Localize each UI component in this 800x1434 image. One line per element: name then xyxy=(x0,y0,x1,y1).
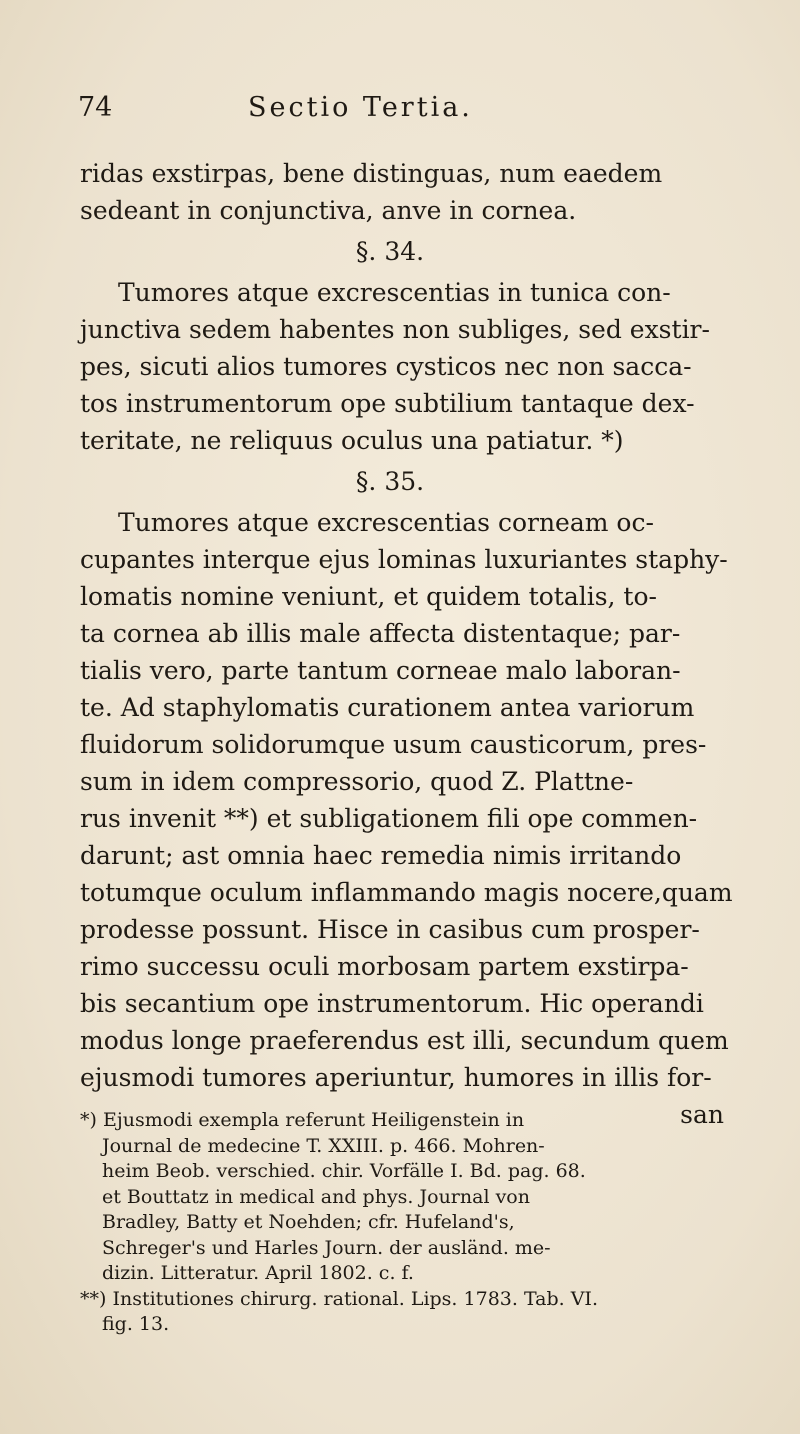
text-line: ta cornea ab illis male affecta distentaque; par- xyxy=(80,619,681,648)
text-line: darunt; ast omnia haec remedia nimis irritando xyxy=(80,841,682,870)
text-line: fluidorum solidorumque usum causticorum, pres- xyxy=(80,730,707,759)
catchword: san xyxy=(680,1100,724,1129)
text-line: prodesse possunt. Hisce in casibus cum prosper- xyxy=(80,915,700,944)
footnotes xyxy=(80,1108,730,1338)
text-line: tialis vero, parte tantum corneae malo laboran- xyxy=(80,656,681,685)
text-line: cupantes interque ejus lominas luxuriantes staphy- xyxy=(80,545,728,574)
text-line: Tumores atque excrescentias corneam oc- xyxy=(118,508,654,537)
text-line: tos instrumentorum ope subtilium tantaque dex- xyxy=(80,389,695,418)
footnote-line: *) Ejusmodi exempla referunt Heiligenstein in xyxy=(80,1109,525,1131)
text-line: modus longe praeferendus est illi, secundum quem xyxy=(80,1026,729,1055)
text-line: ridas exstirpas, bene distinguas, num eaedem xyxy=(80,159,663,188)
page-header xyxy=(78,92,718,132)
running-head: Sectio Tertia. xyxy=(248,92,473,123)
footnote-line: Journal de medecine T. XXIII. p. 466. Mohren- xyxy=(102,1134,545,1157)
page-number: 74 xyxy=(78,92,113,123)
section-heading: §. 34. xyxy=(355,237,425,266)
text-line: sedeant in conjunctiva, anve in cornea. xyxy=(80,196,577,225)
footnote-line: fig. 13. xyxy=(102,1313,170,1335)
text-line: pes, sicuti alios tumores cysticos nec non sacca- xyxy=(80,352,692,381)
text-line: te. Ad staphylomatis curationem antea variorum xyxy=(80,693,695,722)
footnote-line: Schreger's und Harles Journ. der ausländ. me- xyxy=(102,1236,551,1259)
text-line: bis secantium ope instrumentorum. Hic operandi xyxy=(80,989,704,1018)
text-line: rus invenit **) et subligationem fili ope commen- xyxy=(80,804,698,833)
text-line: ejusmodi tumores aperiuntur, humores in illis for- xyxy=(80,1063,712,1092)
footnote-line: **) Institutiones chirurg. rational. Lips. 1783. Tab. VI. xyxy=(80,1287,598,1310)
text-line: sum in idem compressorio, quod Z. Plattne- xyxy=(80,767,634,796)
text-line: lomatis nomine veniunt, et quidem totalis, to- xyxy=(80,582,657,611)
text-line: rimo successu oculi morbosam partem exstirpa- xyxy=(80,952,689,981)
footnote-line: dizin. Litteratur. April 1802. c. f. xyxy=(102,1262,414,1284)
footnote-line: heim Beob. verschied. chir. Vorfälle I. Bd. pag. 68. xyxy=(102,1160,586,1182)
text-line: Tumores atque excrescentias in tunica con- xyxy=(118,278,671,307)
text-line: teritate, ne reliquus oculus una patiatur. *) xyxy=(80,426,624,455)
text-line: junctiva sedem habentes non subliges, sed exstir- xyxy=(80,315,710,344)
section-heading: §. 35. xyxy=(355,467,425,496)
main-text xyxy=(80,155,733,1133)
footnote-line: Bradley, Batty et Noehden; cfr. Hufeland's, xyxy=(102,1211,515,1233)
footnote-line: et Bouttatz in medical and phys. Journal von xyxy=(102,1185,530,1208)
text-line: totumque oculum inflammando magis nocere,quam xyxy=(80,878,733,907)
